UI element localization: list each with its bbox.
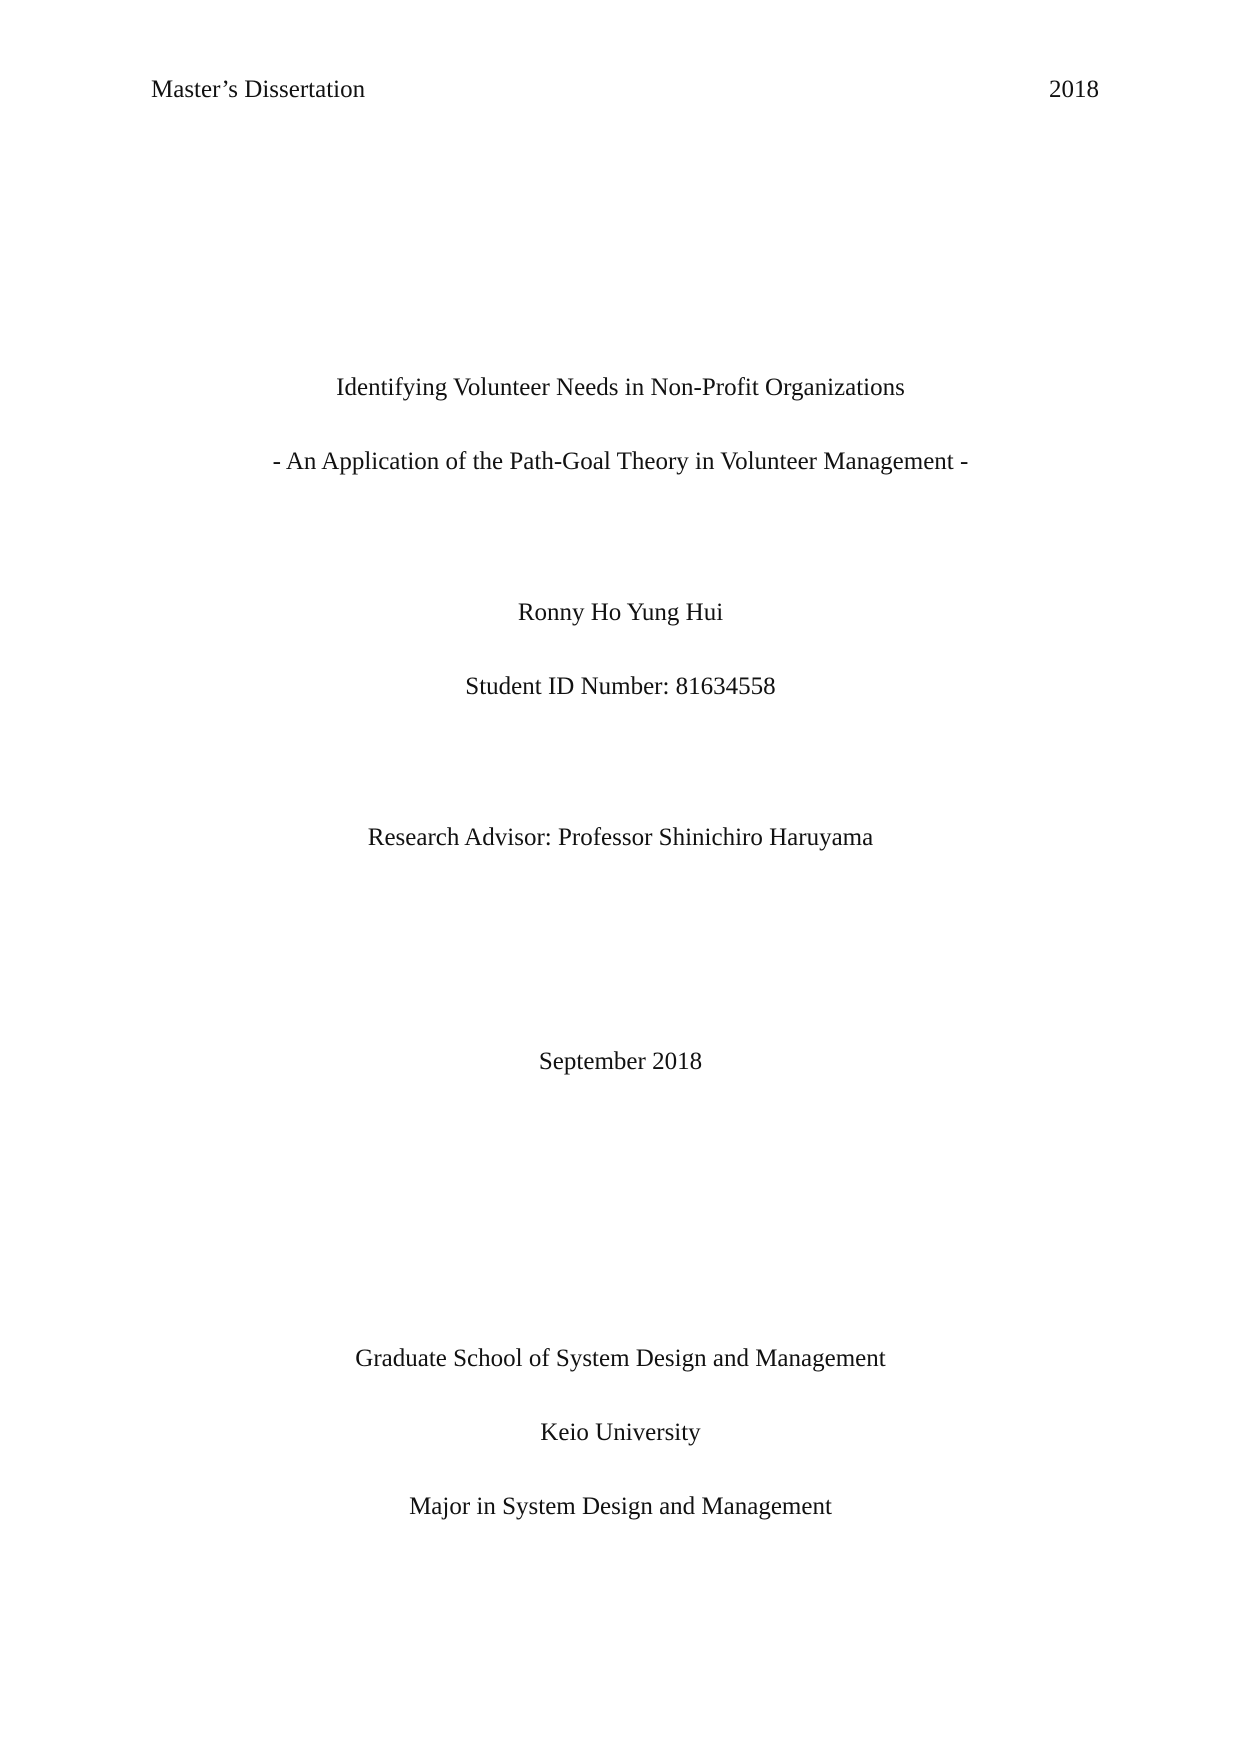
dissertation-subtitle: - An Application of the Path-Goal Theory in Volunteer Management - [272, 448, 969, 475]
major-name: Major in System Design and Management [409, 1493, 832, 1520]
student-id: Student ID Number: 81634558 [465, 673, 776, 700]
submission-date: September 2018 [538, 1048, 703, 1075]
research-advisor: Research Advisor: Professor Shinichiro Haruyama [367, 824, 874, 851]
header-year: 2018 [1049, 76, 1099, 103]
graduate-school: Graduate School of System Design and Management [355, 1345, 886, 1372]
header-document-type: Master’s Dissertation [151, 76, 366, 103]
dissertation-title: Identifying Volunteer Needs in Non-Profit Organizations [336, 374, 905, 401]
university-name: Keio University [540, 1419, 701, 1446]
author-name: Ronny Ho Yung Hui [517, 599, 724, 626]
